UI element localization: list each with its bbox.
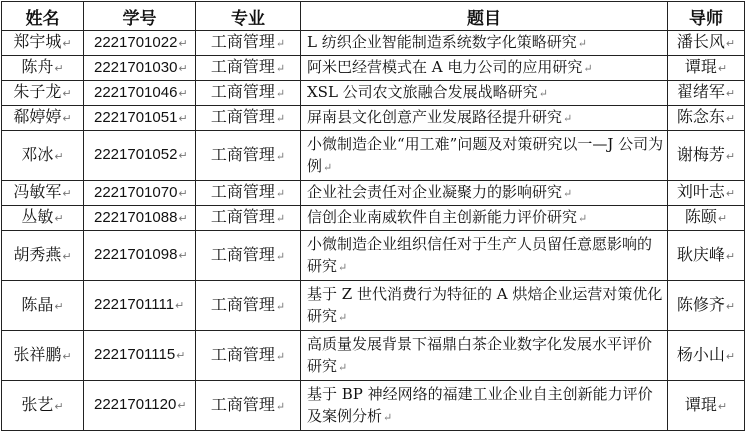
- advisor: 耿庆峰: [676, 244, 725, 264]
- column-header-major: 专业: [196, 2, 301, 31]
- paragraph-mark-icon: ↵: [725, 299, 736, 313]
- table-row: [2, 56, 745, 81]
- student-id: 2221701111: [94, 296, 175, 313]
- paragraph-mark-icon: ↵: [275, 399, 286, 413]
- paragraph-mark-icon: ↵: [275, 112, 286, 125]
- advisor: 谢梅芳: [676, 144, 725, 164]
- paragraph-mark-icon: ↵: [563, 187, 573, 200]
- paragraph-mark-icon: ↵: [717, 399, 728, 413]
- table-row: [2, 231, 745, 281]
- major: 工商管理: [210, 82, 275, 101]
- thesis-topic: L 纺织企业智能制造系统数字化策略研究: [307, 33, 577, 51]
- thesis-topic: 小微制造企业“用工难”问题及对策研究以一—J 公司为例: [307, 134, 664, 175]
- student-name: 胡秀燕: [13, 244, 62, 264]
- student-id: 2221701022: [94, 33, 178, 51]
- table-row: [2, 81, 745, 106]
- student-id: 2221701046: [94, 83, 178, 101]
- paragraph-mark-icon: ↵: [178, 187, 188, 200]
- advisor: 谭琨: [684, 57, 717, 76]
- advisor: 陈念东: [676, 107, 725, 126]
- advisor: 谭琨: [684, 394, 717, 414]
- paragraph-mark-icon: ↵: [725, 249, 736, 263]
- paragraph-mark-icon: ↵: [275, 299, 286, 313]
- table-row: [2, 381, 745, 431]
- paragraph-mark-icon: ↵: [323, 160, 333, 174]
- paragraph-mark-icon: ↵: [62, 349, 72, 363]
- paragraph-mark-icon: ↵: [275, 249, 286, 263]
- major: 工商管理: [210, 144, 275, 164]
- column-header-student-id: 学号: [84, 2, 196, 31]
- paragraph-mark-icon: ↵: [717, 212, 728, 225]
- student-id: 2221701051: [94, 108, 178, 126]
- paragraph-mark-icon: ↵: [54, 149, 64, 163]
- paragraph-mark-icon: ↵: [717, 62, 728, 75]
- paragraph-mark-icon: ↵: [177, 400, 187, 412]
- student-id: 2221701098: [94, 246, 178, 263]
- paragraph-mark-icon: ↵: [725, 149, 736, 163]
- thesis-topic: 小微制造企业组织信任对于生产人员留任意愿影响的研究: [307, 234, 653, 275]
- student-id: 2221701088: [94, 208, 178, 226]
- thesis-topic: 屏南县文化创意产业发展路径提升研究: [307, 108, 563, 126]
- thesis-topic: 企业社会责任对企业凝聚力的影响研究: [307, 183, 563, 201]
- advisor: 翟绪军: [676, 82, 725, 101]
- paragraph-mark-icon: ↵: [54, 399, 64, 413]
- paragraph-mark-icon: ↵: [275, 62, 286, 75]
- student-name: 陈晶: [21, 294, 54, 314]
- major: 工商管理: [210, 32, 275, 51]
- major: 工商管理: [210, 182, 275, 201]
- major: 工商管理: [210, 57, 275, 76]
- column-header-name: 姓名: [2, 2, 84, 31]
- student-id: 2221701120: [94, 396, 177, 413]
- thesis-topic-table: [1, 1, 745, 431]
- student-id: 2221701115: [94, 346, 176, 363]
- paragraph-mark-icon: ↵: [178, 212, 188, 225]
- paragraph-mark-icon: ↵: [178, 87, 188, 100]
- paragraph-mark-icon: ↵: [175, 300, 185, 312]
- advisor: 陈修齐: [676, 294, 725, 314]
- advisor: 杨小山: [676, 344, 725, 364]
- major: 工商管理: [210, 394, 275, 414]
- table-row: [2, 131, 745, 181]
- student-name: 陈舟: [21, 57, 54, 76]
- advisor: 潘长风: [676, 32, 725, 51]
- student-name: 邓冰: [21, 144, 54, 164]
- major: 工商管理: [210, 107, 275, 126]
- thesis-topic: 阿米巴经营模式在 A 电力公司的应用研究: [307, 58, 583, 76]
- thesis-topic: 信创企业南威软件自主创新能力评价研究: [307, 208, 578, 226]
- paragraph-mark-icon: ↵: [54, 299, 64, 313]
- thesis-topic: 基于 Z 世代消费行为特征的 A 烘焙企业运营对策优化研究: [307, 284, 663, 325]
- paragraph-mark-icon: ↵: [338, 360, 348, 374]
- paragraph-mark-icon: ↵: [563, 112, 573, 125]
- paragraph-mark-icon: ↵: [725, 37, 736, 50]
- paragraph-mark-icon: ↵: [178, 37, 188, 50]
- paragraph-mark-icon: ↵: [383, 410, 393, 424]
- student-name: 张艺: [21, 394, 54, 414]
- student-name: 郗婷婷: [13, 107, 62, 126]
- paragraph-mark-icon: ↵: [176, 350, 186, 362]
- paragraph-mark-icon: ↵: [54, 62, 64, 75]
- student-name: 冯敏军: [13, 182, 62, 201]
- student-name: 丛敏: [21, 207, 54, 226]
- student-id: 2221701052: [94, 146, 178, 163]
- column-header-advisor: 导师: [668, 2, 745, 31]
- paragraph-mark-icon: ↵: [62, 112, 72, 125]
- paragraph-mark-icon: ↵: [275, 212, 286, 225]
- paragraph-mark-icon: ↵: [275, 187, 286, 200]
- table-header-row: [2, 2, 745, 31]
- table-row: [2, 281, 745, 331]
- paragraph-mark-icon: ↵: [275, 349, 286, 363]
- student-name: 张祥鹏: [13, 344, 62, 364]
- advisor: 刘叶志: [676, 182, 725, 201]
- major: 工商管理: [210, 207, 275, 226]
- paragraph-mark-icon: ↵: [62, 249, 72, 263]
- table-row: [2, 31, 745, 56]
- paragraph-mark-icon: ↵: [725, 349, 736, 363]
- paragraph-mark-icon: ↵: [338, 310, 348, 324]
- student-id: 2221701070: [94, 183, 178, 201]
- paragraph-mark-icon: ↵: [178, 62, 188, 75]
- table-row: [2, 181, 745, 206]
- column-header-topic: 题目: [301, 2, 668, 31]
- student-name: 郑宇城: [13, 32, 62, 51]
- paragraph-mark-icon: ↵: [578, 212, 588, 225]
- major: 工商管理: [210, 294, 275, 314]
- paragraph-mark-icon: ↵: [538, 87, 548, 100]
- paragraph-mark-icon: ↵: [725, 87, 736, 100]
- thesis-topic: XSL 公司农文旅融合发展战略研究: [307, 83, 538, 101]
- table-row: [2, 206, 745, 231]
- paragraph-mark-icon: ↵: [583, 62, 593, 75]
- paragraph-mark-icon: ↵: [178, 150, 188, 162]
- paragraph-mark-icon: ↵: [178, 112, 188, 125]
- student-id: 2221701030: [94, 58, 178, 76]
- paragraph-mark-icon: ↵: [275, 149, 286, 163]
- paragraph-mark-icon: ↵: [725, 187, 736, 200]
- paragraph-mark-icon: ↵: [275, 87, 286, 100]
- paragraph-mark-icon: ↵: [62, 37, 72, 50]
- paragraph-mark-icon: ↵: [54, 212, 64, 225]
- paragraph-mark-icon: ↵: [577, 37, 587, 50]
- paragraph-mark-icon: ↵: [338, 260, 348, 274]
- advisor: 陈颐: [684, 207, 717, 226]
- thesis-topic: 基于 BP 神经网络的福建工业企业自主创新能力评价及案例分析: [307, 384, 653, 425]
- paragraph-mark-icon: ↵: [725, 112, 736, 125]
- paragraph-mark-icon: ↵: [178, 250, 188, 262]
- paragraph-mark-icon: ↵: [62, 87, 72, 100]
- major: 工商管理: [210, 244, 275, 264]
- student-name: 朱子龙: [13, 82, 62, 101]
- paragraph-mark-icon: ↵: [62, 187, 72, 200]
- thesis-topic: 高质量发展背景下福鼎白茶企业数字化发展水平评价研究: [307, 334, 653, 375]
- table-row: [2, 106, 745, 131]
- major: 工商管理: [210, 344, 275, 364]
- paragraph-mark-icon: ↵: [275, 37, 286, 50]
- table-row: [2, 331, 745, 381]
